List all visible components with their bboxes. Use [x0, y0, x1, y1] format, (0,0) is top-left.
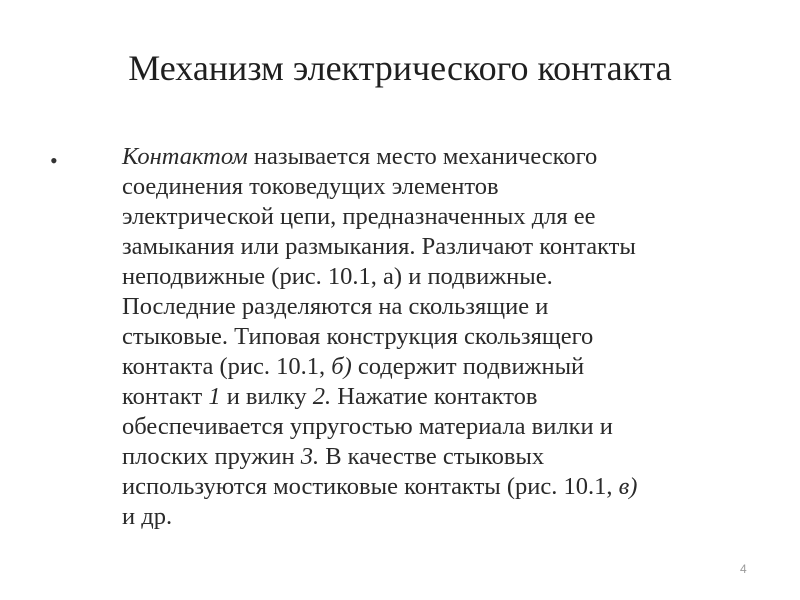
text-segment: называется место механического	[247, 143, 598, 170]
paragraph-line	[122, 202, 772, 232]
page-number: 4	[740, 562, 747, 576]
paragraph-line	[122, 412, 772, 442]
text-segment: неподвижные (рис. 10.1, а) и подвижные.	[122, 263, 553, 290]
bullet-marker: •	[50, 148, 58, 173]
text-segment: соединения токоведущих элементов	[122, 173, 499, 200]
text-segment: содержит подвижный	[351, 353, 585, 380]
text-segment: замыкания или размыкания. Различают контакты	[122, 233, 636, 260]
text-segment: В качестве стыковых	[319, 443, 545, 470]
paragraph-line	[122, 472, 772, 502]
paragraph-line	[122, 352, 772, 382]
text-segment: плоских пружин	[122, 443, 301, 470]
text-segment: Последние разделяются на скользящие и	[122, 293, 549, 320]
text-segment: Нажатие контактов	[331, 383, 538, 410]
text-segment: и вилку	[220, 383, 313, 410]
paragraph-line	[122, 382, 772, 412]
italic-text-segment: 1	[208, 383, 221, 410]
text-segment: стыковые. Типовая конструкция скользящего	[122, 323, 594, 350]
text-segment: используются мостиковые контакты (рис. 10.1,	[122, 473, 619, 500]
paragraph-line	[122, 502, 772, 532]
italic-text-segment: 2.	[312, 383, 332, 410]
italic-text-segment: Контактом	[122, 143, 248, 170]
paragraph-line	[122, 232, 772, 262]
italic-text-segment: в)	[618, 473, 638, 500]
text-segment: и др.	[122, 503, 173, 530]
text-segment: контакт	[122, 383, 209, 410]
paragraph-line	[122, 262, 772, 292]
paragraph-line	[122, 442, 772, 472]
paragraph-line	[122, 172, 772, 202]
text-segment: электрической цепи, предназначенных для ее	[122, 203, 596, 230]
bullet-paragraph	[122, 142, 772, 532]
paragraph-line	[122, 322, 772, 352]
slide-title: Механизм электрического контакта	[128, 48, 672, 88]
paragraph-line	[122, 142, 772, 172]
italic-text-segment: 3.	[300, 443, 320, 470]
text-segment: контакта (рис. 10.1,	[122, 353, 332, 380]
text-segment: обеспечивается упругостью материала вилки и	[122, 413, 613, 440]
paragraph-line	[122, 292, 772, 322]
italic-text-segment: б)	[331, 353, 352, 380]
